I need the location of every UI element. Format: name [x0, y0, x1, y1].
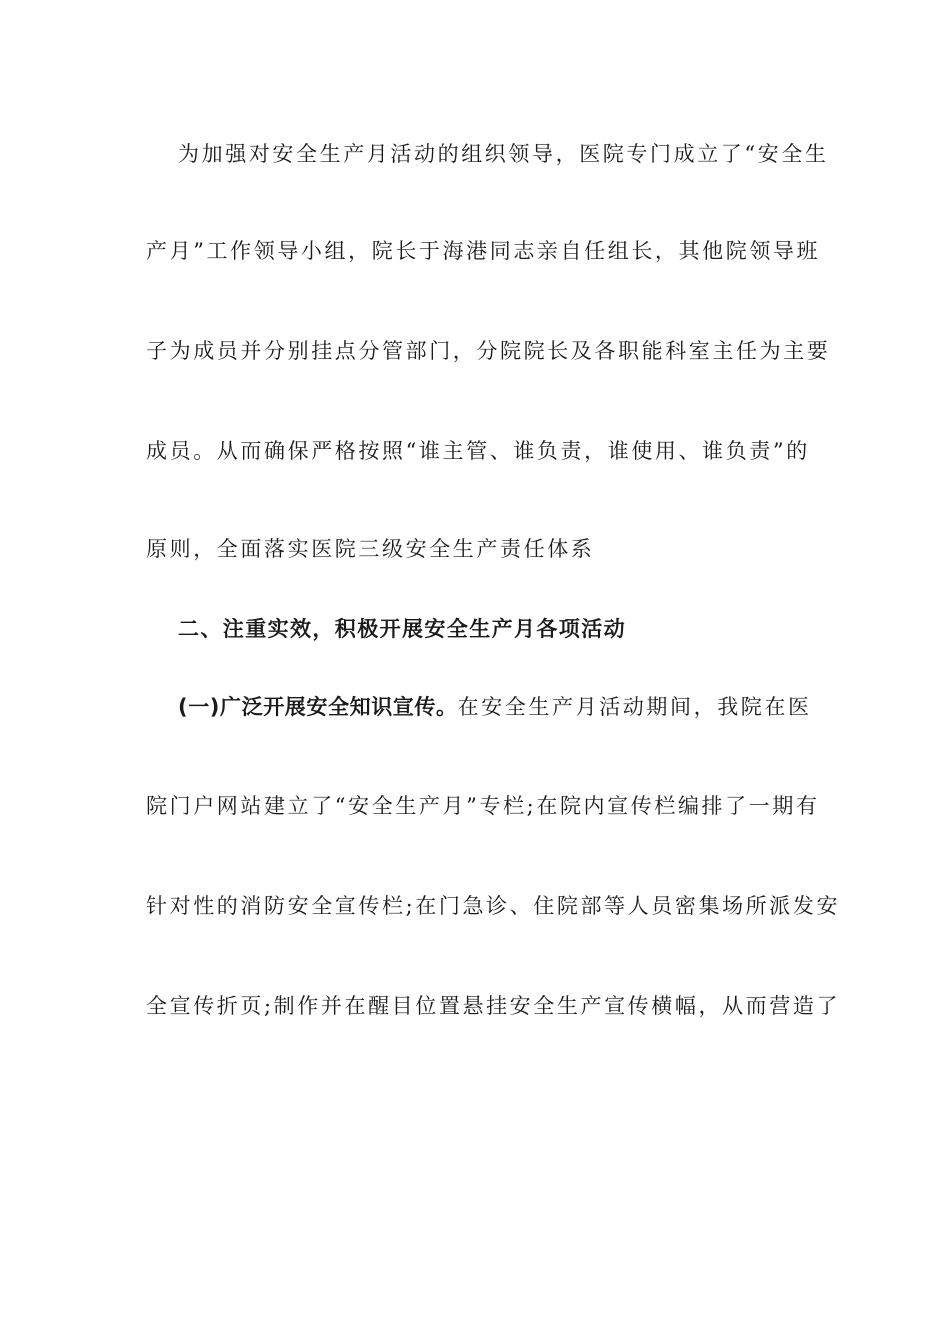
paragraph-2-line-4: 全宣传折页;制作并在醒目位置悬挂安全生产宣传横幅，从而营造了 [146, 994, 841, 1018]
paragraph-1-line-2: 产月”工作领导小组，院长于海港同志亲自任组长，其他院领导班 [146, 239, 821, 263]
paragraph-2-lead-text: 在安全生产月活动期间，我院在医 [457, 695, 812, 719]
subsection-heading: (一)广泛开展安全知识宣传。 [178, 695, 458, 719]
paragraph-1-line-4: 成员。从而确保严格按照“谁主管、谁负责，谁使用、谁负责”的 [146, 439, 810, 463]
paragraph-2-line-3: 针对性的消防安全宣传栏;在门急诊、住院部等人员密集场所派发安 [146, 894, 841, 918]
paragraph-2-line-2: 院门户网站建立了“安全生产月”专栏;在院内宣传栏编排了一期有 [146, 794, 820, 818]
paragraph-1-line-3: 子为成员并分别挂点分管部门，分院院长及各职能科室主任为主要 [146, 339, 831, 363]
paragraph-1-line-1: 为加强对安全生产月活动的组织领导，医院专门成立了“安全生 [178, 142, 829, 166]
section-heading: 二、注重实效，积极开展安全生产月各项活动 [178, 617, 626, 641]
paragraph-1-line-5: 原则，全面落实医院三级安全生产责任体系 [146, 537, 595, 561]
paragraph-2-line-1 [178, 693, 838, 721]
